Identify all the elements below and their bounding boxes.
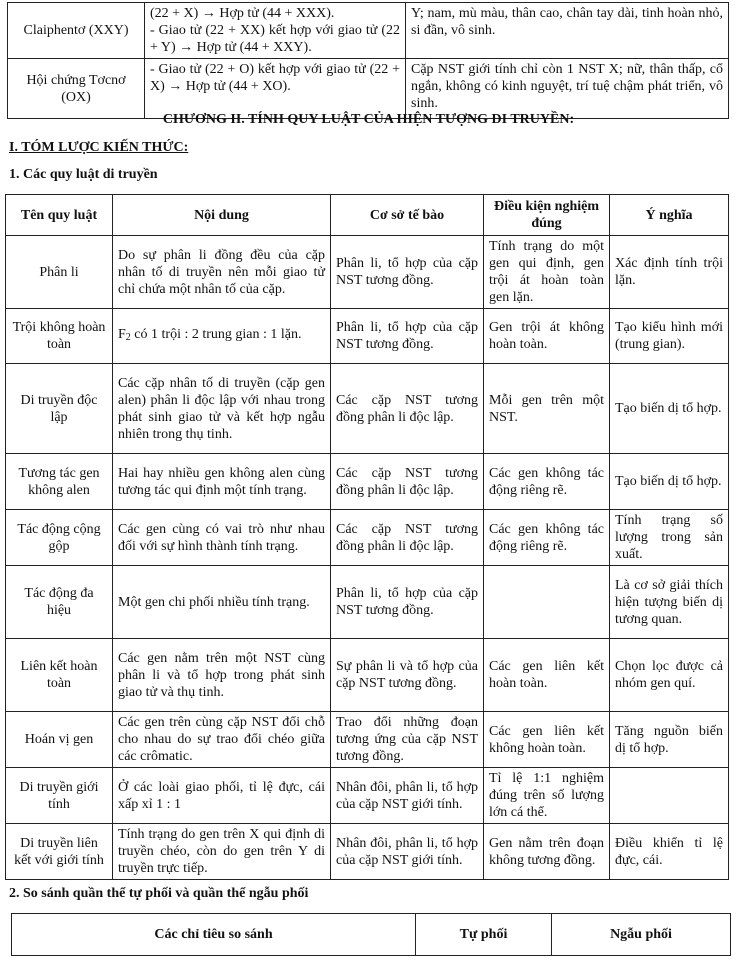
table-row xyxy=(6,824,729,880)
law-content: Ở các loài giao phối, tỉ lệ đực, cái xấp xỉ 1 : 1 xyxy=(113,768,331,824)
population-comparison-table xyxy=(11,913,731,956)
law-meaning xyxy=(610,768,729,824)
law-meaning: Chọn lọc được cả nhóm gen quí. xyxy=(610,639,729,712)
law-condition: Các gen liên kết hoàn toàn. xyxy=(484,639,610,712)
law-condition xyxy=(484,566,610,639)
law-basis: Phân li, tổ hợp của cặp NST tương đồng. xyxy=(331,309,484,364)
law-content: Các gen trên cùng cặp NST đổi chỗ cho nhau do sự trao đổi chéo giữa các crômatic. xyxy=(113,712,331,768)
section-title: I. TÓM LƯỢC KIẾN THỨC: xyxy=(9,140,189,155)
table-row xyxy=(6,510,729,566)
table-header-row xyxy=(12,914,731,956)
law-condition: Tỉ lệ 1:1 nghiệm đúng trên số lượng lớn cá thể. xyxy=(484,768,610,824)
law-condition: Gen trội át không hoàn toàn. xyxy=(484,309,610,364)
traits-cell: Cặp NST giới tính chỉ còn 1 NST X; nữ, thân thấp, cổ ngắn, không có kinh nguyệt, trí tuệ chậm phát triển, vô sinh. xyxy=(406,59,729,119)
karyotype-syndrome-table xyxy=(7,2,729,119)
column-header: Các chỉ tiêu so sánh xyxy=(12,914,416,956)
law-basis: Các cặp NST tương đồng phân li độc lập. xyxy=(331,364,484,454)
law-content: Các gen nằm trên một NST cùng phân li và tổ hợp trong phát sinh giao tử và thụ tinh. xyxy=(113,639,331,712)
table-row xyxy=(6,454,729,510)
table-row xyxy=(8,59,729,119)
column-header: Cơ sở tế bào xyxy=(331,195,484,236)
law-name: Trội không hoàn toàn xyxy=(6,309,113,364)
law-name: Tương tác gen không alen xyxy=(6,454,113,510)
law-basis: Nhân đôi, phân li, tổ hợp của cặp NST giới tính. xyxy=(331,768,484,824)
subsection-title: 1. Các quy luật di truyền xyxy=(9,167,158,182)
law-condition: Các gen liên kết không hoàn toàn. xyxy=(484,712,610,768)
law-content: Các cặp nhân tố di truyền (cặp gen alen) phân li độc lập với nhau trong phát sinh giao tử và kết hợp ngẫu nhiên trong thụ tinh. xyxy=(113,364,331,454)
mechanism-cell: (22 + X) → Hợp tử (44 + XXX). - Giao tử (22 + XX) kết hợp với giao tử (22 + Y) → Hợp tử (44 + XXY). xyxy=(145,3,406,59)
chapter-title: CHƯƠNG II. TÍNH QUY LUẬT CỦA HIỆN TƯỢNG DI TRUYỀN: xyxy=(162,112,575,127)
law-name: Hoán vị gen xyxy=(6,712,113,768)
law-name: Di truyền liên kết với giới tính xyxy=(6,824,113,880)
table-row xyxy=(6,768,729,824)
law-name: Di truyền độc lập xyxy=(6,364,113,454)
law-condition: Các gen không tác động riêng rẽ. xyxy=(484,510,610,566)
law-name: Tác động đa hiệu xyxy=(6,566,113,639)
column-header: Tự phối xyxy=(416,914,552,956)
table-row xyxy=(6,566,729,639)
law-basis: Nhân đôi, phân li, tổ hợp của cặp NST giới tính. xyxy=(331,824,484,880)
law-content: Do sự phân li đồng đều của cặp nhân tố di truyền nên mỗi giao tử chỉ chứa một nhân tố của cặp. xyxy=(113,236,331,309)
table-row xyxy=(6,712,729,768)
law-basis: Sự phân li và tổ hợp của cặp NST tương đồng. xyxy=(331,639,484,712)
table-row xyxy=(6,309,729,364)
column-header: Ý nghĩa xyxy=(610,195,729,236)
law-name: Di truyền giới tính xyxy=(6,768,113,824)
column-header: Điều kiện nghiệm đúng xyxy=(484,195,610,236)
table-row xyxy=(6,639,729,712)
law-meaning: Tạo kiểu hình mới (trung gian). xyxy=(610,309,729,364)
law-content: Hai hay nhiều gen không alen cùng tương tác qui định một tính trạng. xyxy=(113,454,331,510)
table-row xyxy=(6,236,729,309)
law-name: Tác động cộng gộp xyxy=(6,510,113,566)
law-content: Các gen cùng có vai trò như nhau đối với sự hình thành tính trạng. xyxy=(113,510,331,566)
law-name: Liên kết hoàn toàn xyxy=(6,639,113,712)
law-content: Một gen chi phối nhiều tính trạng. xyxy=(113,566,331,639)
law-content: Tính trạng do gen trên X qui định di truyền chéo, còn do gen trên Y di truyền trực tiếp. xyxy=(113,824,331,880)
column-header: Nội dung xyxy=(113,195,331,236)
law-condition: Các gen không tác động riêng rẽ. xyxy=(484,454,610,510)
law-name: Phân li xyxy=(6,236,113,309)
syndrome-name: Hội chứng Tơcnơ (OX) xyxy=(8,59,145,119)
law-condition: Gen nằm trên đoạn không tương đồng. xyxy=(484,824,610,880)
table-row xyxy=(6,364,729,454)
law-meaning: Điều khiển tỉ lệ đực, cái. xyxy=(610,824,729,880)
law-meaning: Tạo biến dị tổ hợp. xyxy=(610,364,729,454)
mechanism-cell: - Giao tử (22 + O) kết hợp với giao tử (22 + X) → Hợp tử (44 + XO). xyxy=(145,59,406,119)
traits-cell: Y; nam, mù màu, thân cao, chân tay dài, tinh hoàn nhỏ, si đần, vô sinh. xyxy=(406,3,729,59)
law-condition: Mỗi gen trên một NST. xyxy=(484,364,610,454)
column-header: Ngẫu phối xyxy=(552,914,731,956)
law-meaning: Tính trạng số lượng trong sản xuất. xyxy=(610,510,729,566)
column-header: Tên quy luật xyxy=(6,195,113,236)
law-meaning: Xác định tính trội lặn. xyxy=(610,236,729,309)
law-condition: Tính trạng do một gen qui định, gen trội át hoàn toàn gen lặn. xyxy=(484,236,610,309)
table-row xyxy=(8,3,729,59)
law-basis: Phân li, tổ hợp của cặp NST tương đồng. xyxy=(331,236,484,309)
law-meaning: Là cơ sở giải thích hiện tượng biến dị tương quan. xyxy=(610,566,729,639)
law-basis: Các cặp NST tương đồng phân li độc lập. xyxy=(331,454,484,510)
law-meaning: Tăng nguồn biến dị tổ hợp. xyxy=(610,712,729,768)
law-basis: Phân li, tổ hợp của cặp NST tương đồng. xyxy=(331,566,484,639)
law-basis: Các cặp NST tương đồng phân li độc lập. xyxy=(331,510,484,566)
law-basis: Trao đổi những đoạn tương ứng của cặp NST tương đồng. xyxy=(331,712,484,768)
table-header-row xyxy=(6,195,729,236)
subsection-title: 2. So sánh quần thể tự phối và quần thể ngẫu phối xyxy=(9,886,309,901)
law-content: $F_2$ có 1 trội : 2 trung gian : 1 lặn. xyxy=(113,309,331,364)
law-meaning: Tạo biến dị tổ hợp. xyxy=(610,454,729,510)
genetic-laws-table xyxy=(5,194,729,880)
syndrome-name: Claiphentơ (XXY) xyxy=(8,3,145,59)
